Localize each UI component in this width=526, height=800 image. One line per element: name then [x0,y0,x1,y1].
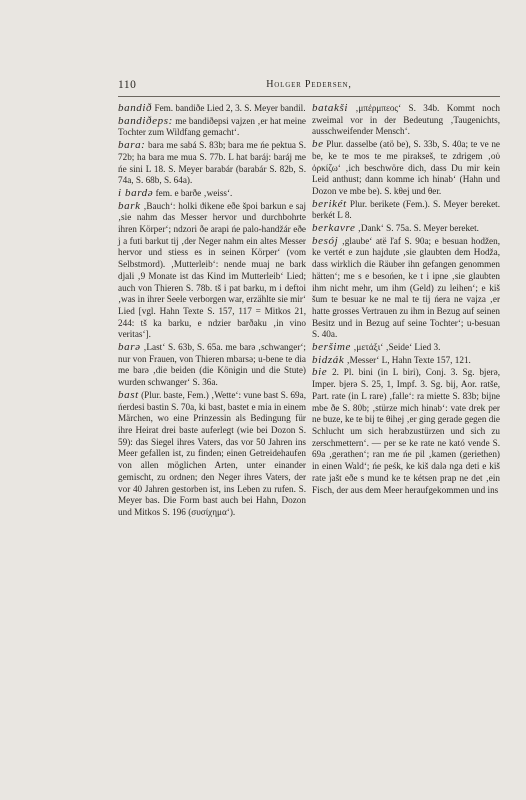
dictionary-entry [118,342,306,389]
entry-headword: bie [312,366,328,379]
dictionary-entry [118,103,306,115]
entry-headword: i bardə [118,186,154,199]
dictionary-entry [312,236,500,341]
entry-text: me bandiðepsi vajzen ‚er hat meine Tochter zum Wildfang gemacht‘. [118,115,306,138]
entry-headword: bark [118,199,141,212]
entry-headword: barə [118,341,141,354]
entry-headword: besój [312,234,339,247]
entry-headword: bara: [118,139,146,152]
entry-text: ‚μετάξι‘ ‚Seide‘ Lied 3. [351,342,441,353]
entry-headword: beršime [312,341,352,354]
dictionary-entry [118,116,306,139]
running-head: Holger Pedersen, [266,79,352,90]
entry-text: ‚μπέρμπεος‘ S. 34b. Kommt noch zweimal vor in der Bedeutung ‚Taugenichts, ausschweifender Mensch‘. [312,103,500,137]
entry-text: ‚Dank‘ S. 75a. S. Meyer bereket. [355,223,479,234]
entry-text: ‚glaube‘ atë ľaf S. 90a; e besuan hodžen, ke vertét e zun hajdute ‚sie glaubten dem Hodža, dass wirklich die Räuber ihn gefangen genommen hätten‘; me s e besońen, ke t i ipne ‚sie glaubten ihm nicht mehr, um ihm (Geld) zu leihen‘; e kiš šum te besuar ke ne mal te tij ńera ne vajza ‚er hatte grosses Vertrauen zu ihm in Bezug auf seinen Besitz und in Bezug auf seine Tochter‘; u-besuan S. 40a. [312,235,500,340]
entry-headword: be [312,138,324,151]
entry-text: ‚Bauch‘: holki ϑikene eðe špoi barkun e saj ‚sie nahm das Messer hervor und durchbohrte ihren Körper‘; ndzori ðe arapi ńe palo-handžár eðe j a futi barkut tij ‚der Neger nahm ein altes Messer hervor und stiess es in seinen Körper‘ (vom Selbstmord). ‚Mutterleib‘: nende muaj ne bark djali ‚9 Monate ist das Kind im Mutterleib‘ Lied; auch von Thieren S. 78b. tš i pat barku, m i deftoi ‚was in ihrer Seele verborgen war, erzählte sie mir‘ Lied [vgl. Hahn Texte S. 157, 117 = Mitkos 21, 244: tš ka barku, e ndzier barðaku ‚in vino veritas‘]. [118,200,306,340]
entry-headword: bandiðeps: [118,114,173,127]
dictionary-entry [312,103,500,138]
dictionary-entry [118,188,306,200]
entry-text: Fem. bandiðe Lied 2, 3. S. Meyer bandil. [152,103,306,113]
entry-text: Plur. dasselbe (atö be), S. 33b, S. 40a; te ve ne be, ke te mos te me pirakseš, te zdrigem ‚οὐ ὁρκίζω‘ ‚ich beschwöre dich, dass Du mir kein Leid anthust; dann komme ich hinab‘ (Hahn und Dozon ve mbe be). S. kθej und θer. [312,139,500,196]
right-column [312,103,500,497]
entry-headword: berikét [312,197,347,210]
dictionary-entry [118,201,306,341]
dictionary-entry [312,342,500,354]
page-header [118,79,500,95]
entry-headword: batakši [312,102,348,114]
dictionary-entry [118,140,306,187]
entry-text: ‚Messer‘ L, Hahn Texte 157, 121. [344,354,471,365]
entry-headword: berkavre [312,222,356,235]
dictionary-entry [312,139,500,198]
entry-text: 2. Pl. bini (in L biri), Conj. 3. Sg. bjerə, Imper. bjerə S. 25, 1, Impf. 3. Sg. bij, Aor. ratše, Part. rate (in L rare) ‚falle‘: ra miette S. 83b; bijne mbe ðe S. 80b; ‚stürze mich hinab‘: vate drek per ne buze, ke te bij te θihej ‚er ging gerade gegen die Schlucht um sich herabzustürzen und sich zu zerschmettern‘. — per se ke rate ne kató vende S. 69a ‚gerathen‘; ran me ńe pil ‚kamen (geriethen) in einen Wald‘; ńe peśk, ke kiš dalə nga deti e kiš rate jašt eðe s mund ke te kétsen prap ne det ‚ein Fisch, der aus dem Meer heraufgekommen und ins [312,367,500,495]
left-column [118,103,306,520]
entry-text: ‚Last‘ S. 63b, S. 65a. me barə ‚schwanger‘; nur von Frauen, von Thieren mbarsə; u-bene te dia me barə ‚die beiden (die Königin und die Stute) wurden schwanger‘ S. 36a. [118,342,306,388]
entry-headword: bandið [118,102,153,114]
entry-headword: bast [118,388,139,401]
dictionary-entry [118,390,306,519]
dictionary-entry [312,199,500,222]
entry-headword: bidzák [312,353,345,366]
entry-text: (Plur. baste, Fem.) ‚Wette‘: vune bast S. 69a, ńerdesi bastin S. 70a, ki bast, bastet e mia in einem Märchen, wo eine Prinzessin als Bedingung für ihre Heirat drei baste auferlegt (wie bei Dozon S. 59): das Siegel ihres Vaters, das vor 50 Jahren ins Meer gefallen ist, zu finden; einen Getreidehaufen von allen möglichen Arten, unter einander gemischt, zu ordnen; den Neger ihres Vaters, der vor 40 Jahren gestorben ist, ins Leben zu rufen. S. Meyer bas. Die Form bast auch bei Hahn, Dozon und Mitkos S. 196 (συσίχημα‘). [118,389,306,517]
page-number: 110 [118,79,137,91]
entry-text: fem. e barðe ‚weiss‘. [153,187,233,198]
entry-text: bara me sabá S. 83b; bara me ńe pektua S. 72b; ha bara me mua S. 77b. L hat baráj: baráj me ńe sini L 18. S. Meyer barabár (barabár S. 82b, S. 74a, S. 68b, S. 64a). [118,140,306,186]
dictionary-entry [312,355,500,367]
dictionary-entry [312,223,500,235]
dictionary-entry [312,367,500,496]
header-rule [118,96,500,97]
entry-text: Plur. berikete (Fem.). S. Meyer bereket. berkét L 8. [312,198,500,221]
